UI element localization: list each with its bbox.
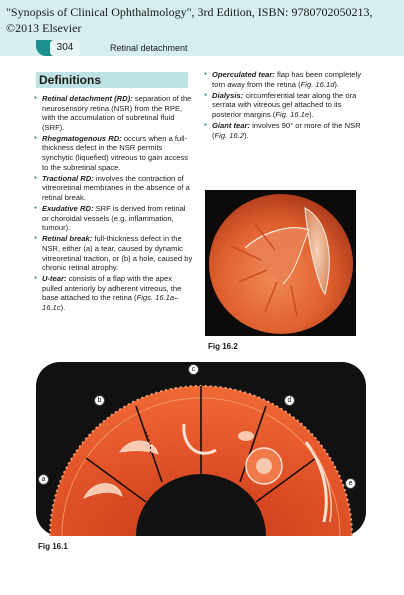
page-number: 304 (50, 40, 80, 56)
figure-reference-link[interactable]: Fig. 16.1d (300, 79, 335, 89)
definition-item: ● Rhegmatogenous RD: occurs when a full-thickness defect in the NSR permits synchytic (liquefied) vitreous to gain access to the subretinal space. (34, 134, 194, 172)
retinal-breaks-illustration (36, 362, 366, 536)
definition-item: ● Giant tear: involves 90° or more of the NSR (Fig. 16.2). (204, 121, 368, 140)
panel-callout-c: c (188, 364, 199, 375)
definitions-left-column (34, 94, 194, 314)
definition-item: ● Retinal break: full-thickness defect in the NSR, either (a) a tear, caused by dynamic vitreoretinal traction, or (b) a hole, caused by chronic retinal atrophy. (34, 234, 194, 272)
figure-reference-link[interactable]: Fig. 16.1e (275, 109, 310, 119)
definitions-right-column (204, 70, 368, 142)
definition-item: ● Dialysis: circumferential tear along the ora serrata with vitreous gel attached to its posterior margins (Fig. 16.1e). (204, 91, 368, 120)
definition-item: ● U-tear: consists of a flap with the apex pulled anteriorly by adherent vitreous, the base attached to the retina (Figs. 16.1a–16.1c). (34, 274, 194, 312)
fig-16-1-label: Fig 16.1 (38, 542, 68, 551)
panel-callout-d: d (284, 395, 295, 406)
figure-reference-link[interactable]: Figs. 16.1a–16.1c (42, 293, 179, 312)
definition-item: ● Tractional RD: involves the contraction of vitreoretinal membranes in the absence of a retinal break. (34, 174, 194, 203)
panel-callout-e: e (345, 478, 356, 489)
definitions-list-right (204, 70, 368, 140)
running-title: Retinal detachment (110, 43, 188, 53)
definition-item: ● Exudative RD: SRF is derived from retinal or choroidal vessels (e.g. inflammation, tumour). (34, 204, 194, 233)
panel-callout-b: b (94, 395, 105, 406)
definition-item: ● Operculated tear: flap has been completely torn away from the retina (Fig. 16.1d). (204, 70, 368, 89)
figure-reference-link[interactable]: Fig. 16.2 (214, 130, 245, 140)
giant-tear-fundus-photo (205, 190, 356, 336)
fig-16-2-label: Fig 16.2 (208, 342, 238, 351)
definition-item: ● Retinal detachment (RD): separation of the neurosensory retina (NSR) from the RPE, with the accumulation of subretinal fluid (SRF). (34, 94, 194, 132)
definitions-list-left (34, 94, 194, 313)
panel-callout-a: a (38, 474, 49, 485)
section-title: Definitions (39, 73, 101, 87)
citation-text: "Synopsis of Clinical Ophthalmology", 3rd Edition, ISBN: 9780702050213, ©2013 Elsevier (6, 5, 373, 35)
